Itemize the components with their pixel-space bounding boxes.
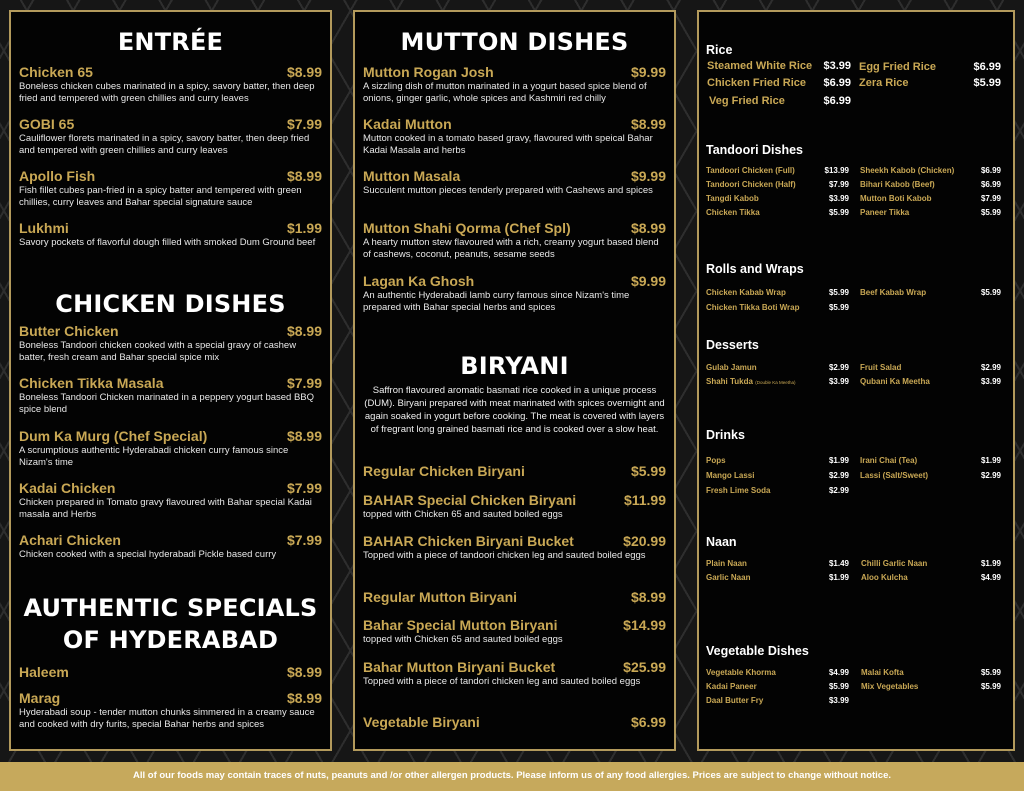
item-price: $5.99 (828, 303, 849, 312)
item-price: $8.99 (286, 690, 322, 706)
item-price: $7.99 (286, 116, 322, 132)
item-price: $9.99 (630, 168, 666, 184)
menu-item (19, 64, 322, 105)
item-name: Bihari Kabob (Beef) (860, 180, 935, 189)
item-name: Kadai Chicken (19, 480, 116, 496)
item-name: Tandoori Chicken (Half) (706, 180, 796, 189)
item-name: Lassi (Salt/Sweet) (860, 471, 929, 480)
chicken-dishes-title: CHICKEN DISHES (55, 290, 286, 318)
item-price: $3.99 (823, 60, 851, 72)
rolls-title: Rolls and Wraps (706, 262, 804, 276)
menu-item (363, 533, 666, 562)
item-price: $8.99 (286, 323, 322, 339)
item-name: Regular Mutton Biryani (363, 589, 518, 605)
item-price: $5.99 (828, 288, 849, 297)
drinks-title: Drinks (706, 428, 745, 442)
item-price: $8.99 (630, 220, 666, 236)
item-price: $5.99 (980, 682, 1001, 691)
item-price: $1.99 (828, 456, 849, 465)
item-name: Aloo Kulcha (861, 573, 908, 582)
menu-item (363, 116, 666, 157)
item-price: $8.99 (630, 116, 666, 132)
item-price: $6.99 (630, 714, 666, 730)
item-name: Chicken Tikka Masala (19, 375, 164, 391)
item-price: $6.99 (823, 77, 851, 89)
item-name: Malai Kofta (861, 668, 904, 677)
menu-item (363, 659, 666, 688)
item-name: Mutton Shahi Qorma (Chef Spl) (363, 220, 571, 236)
item-price: $1.99 (980, 456, 1001, 465)
item-description: Hyderabadi soup - tender mutton chunks simmered in a creamy sauce and cooked with dry furits, special Bahar herbs and spices (19, 707, 315, 730)
tandoori-title: Tandoori Dishes (706, 143, 804, 157)
menu-panel-middle (353, 10, 676, 751)
mutton-dishes-title: MUTTON DISHES (400, 28, 629, 56)
item-price: $8.99 (286, 664, 322, 680)
menu-item (363, 64, 666, 105)
item-name: Vegetable Khorma (706, 668, 776, 677)
item-name: Chilli Garlic Naan (861, 559, 928, 568)
item-price: $3.99 (828, 696, 849, 705)
item-name: Irani Chai (Tea) (860, 456, 918, 465)
item-name: Dum Ka Murg (Chef Special) (19, 428, 208, 444)
menu-item (363, 589, 666, 606)
item-name: Chicken 65 (19, 64, 93, 80)
item-note: (Double Ka Meetha) (755, 380, 796, 385)
menu-panel-right (697, 10, 1015, 751)
item-name: Mutton Masala (363, 168, 461, 184)
item-price: $5.99 (980, 668, 1001, 677)
item-price: $8.99 (286, 168, 322, 184)
item-description: A sizzling dish of mutton marinated in a yogurt based spice blend of onions, ginger garlic, whole spices and Kashmiri red chilly (363, 81, 647, 104)
item-description: Chicken prepared in Tomato gravy flavoured with Bahar special Kadai masala and Herbs (19, 497, 312, 520)
menu-item (19, 375, 322, 416)
menu-item (19, 220, 322, 249)
item-price: $8.99 (630, 589, 666, 605)
item-price: $5.99 (980, 288, 1001, 297)
item-name: Tandoori Chicken (Full) (706, 166, 795, 175)
item-name: Regular Chicken Biryani (363, 463, 525, 479)
item-name: Sheekh Kabob (Chicken) (860, 166, 955, 175)
item-name: Egg Fried Rice (859, 61, 937, 73)
item-price: $7.99 (286, 375, 322, 391)
item-price: $3.99 (828, 377, 849, 386)
item-name: Mutton Boti Kabob (860, 194, 932, 203)
allergen-notice: All of our foods may contain traces of nuts, peanuts and /or other allergen products. Please inform us of any food allergies. Prices are subject to change without notice. (0, 762, 1024, 791)
item-price: $7.99 (286, 532, 322, 548)
item-name: Lagan Ka Ghosh (363, 273, 475, 289)
menu-item (706, 377, 795, 388)
menu-item (363, 714, 666, 731)
item-description: Boneless Tandoori chicken cooked with a special gravy of cashew batter, fresh cream and Bahar special spice mix (19, 340, 297, 363)
menu-item (19, 690, 322, 731)
item-price: $6.99 (980, 166, 1001, 175)
item-price: $1.99 (828, 573, 849, 582)
item-price: $7.99 (980, 194, 1001, 203)
item-price: $5.99 (973, 77, 1001, 89)
rice-title: Rice (706, 43, 733, 57)
item-description: topped with Chicken 65 and sauted boiled eggs (363, 634, 563, 645)
item-description: Chicken cooked with a special hyderabadi Pickle based curry (19, 549, 277, 560)
item-description: Savory pockets of flavorful dough filled with smoked Dum Ground beef (19, 237, 316, 248)
menu-panel-left (9, 10, 332, 751)
menu-item (19, 168, 322, 209)
item-description: Cauliflower florets marinated in a spicy, savory batter, then deep fried and tempered with green chillies and curry leaves (19, 133, 310, 156)
item-description: A hearty mutton stew flavoured with a rich, creamy yogurt based blend of cashews, coconut, peanuts, sesame seeds (363, 237, 659, 260)
item-name: Fresh Lime Soda (706, 486, 771, 495)
desserts-title: Desserts (706, 338, 759, 352)
item-name: Shahi Tukda (706, 377, 753, 386)
menu-item (363, 220, 666, 261)
item-price: $1.99 (980, 559, 1001, 568)
biryani-intro: Saffron flavoured aromatic basmati rice cooked in a unique process (DUM). Biryani prepared with meat marinated with spices overnight and again soaked in yogurt before cooking. The meat is covered with layers of fregrant long grained basmati rice and is cooked over a slow heat. (364, 385, 665, 435)
menu-item (19, 480, 322, 521)
item-price: $9.99 (630, 273, 666, 289)
item-price: $11.99 (623, 492, 666, 508)
item-name: Lukhmi (19, 220, 69, 236)
item-price: $1.99 (286, 220, 322, 236)
item-name: BAHAR Special Chicken Biryani (363, 492, 577, 508)
item-price: $5.99 (828, 682, 849, 691)
item-name: Gulab Jamun (706, 363, 757, 372)
item-name: Qubani Ka Meetha (860, 377, 930, 386)
item-description: Topped with a piece of tandori chicken leg and sauted boiled eggs (363, 676, 641, 687)
item-name: Pops (706, 456, 726, 465)
item-description: topped with Chicken 65 and sauted boiled eggs (363, 509, 563, 520)
item-price: $8.99 (286, 428, 322, 444)
item-name: Bahar Mutton Biryani Bucket (363, 659, 556, 675)
menu-item (363, 463, 666, 480)
item-price: $9.99 (630, 64, 666, 80)
item-price: $4.99 (980, 573, 1001, 582)
item-name: Daal Butter Fry (706, 696, 764, 705)
item-name: Achari Chicken (19, 532, 121, 548)
item-name: Beef Kabab Wrap (860, 288, 927, 297)
item-name: Tangdi Kabob (706, 194, 759, 203)
specials-title-line2: OF HYDERABAD (62, 626, 279, 654)
specials-title-line1: AUTHENTIC SPECIALS (23, 594, 318, 622)
vegetable-dishes-title: Vegetable Dishes (706, 644, 809, 658)
menu-item (19, 323, 322, 364)
item-name: Marag (19, 690, 61, 706)
menu-item (19, 428, 322, 469)
item-price: $4.99 (828, 668, 849, 677)
item-name: Butter Chicken (19, 323, 119, 339)
item-name: Bahar Special Mutton Biryani (363, 617, 558, 633)
item-name: Apollo Fish (19, 168, 96, 184)
menu-item (363, 617, 666, 646)
item-name: Chicken Tikka Boti Wrap (706, 303, 800, 312)
item-price: $14.99 (623, 617, 666, 633)
item-price: $6.99 (973, 61, 1001, 73)
item-price: $2.99 (980, 363, 1001, 372)
item-name: Fruit Salad (860, 363, 902, 372)
item-price: $2.99 (980, 471, 1001, 480)
item-description: An authentic Hyderabadi lamb curry famous since Nizam's time prepared with Bahar special herbs and spices (363, 290, 630, 313)
item-description: Succulent mutton pieces tenderly prepared with Cashews and spices (363, 185, 653, 196)
naan-title: Naan (706, 535, 737, 549)
item-price: $2.99 (828, 486, 849, 495)
item-description: A scrumptious authentic Hyderabadi chicken curry famous since Nizam's time (19, 445, 289, 468)
menu-item (363, 168, 666, 197)
menu-item (363, 492, 666, 521)
item-price: $7.99 (828, 180, 849, 189)
menu-item (19, 116, 322, 157)
item-name: Kadai Paneer (706, 682, 757, 691)
item-name: Chicken Tikka (706, 208, 760, 217)
item-price: $25.99 (623, 659, 666, 675)
item-price: $7.99 (286, 480, 322, 496)
item-description: Boneless Tandoori Chicken marinated in a peppery yogurt based BBQ spice blend (19, 392, 315, 415)
item-price: $6.99 (980, 180, 1001, 189)
item-price: $3.99 (980, 377, 1001, 386)
item-price: $13.99 (824, 166, 849, 175)
menu-item (363, 273, 666, 314)
item-price: $5.99 (980, 208, 1001, 217)
item-name: Chicken Kabab Wrap (706, 288, 786, 297)
item-price: $20.99 (623, 533, 666, 549)
item-name: Steamed White Rice (707, 60, 813, 72)
item-price: $2.99 (828, 363, 849, 372)
item-name: Mutton Rogan Josh (363, 64, 494, 80)
item-name: Chicken Fried Rice (707, 77, 807, 89)
item-description: Fish fillet cubes pan-fried in a spicy batter and tempered with green chillies, curry leaves and Bahar special signature sauce (19, 185, 302, 208)
item-name: Veg Fried Rice (709, 95, 785, 107)
item-description: Mutton cooked in a tomato based gravy, flavoured with speical Bahar Kadai Masala and herbs (363, 133, 653, 156)
item-name: Garlic Naan (706, 573, 751, 582)
item-name: GOBI 65 (19, 116, 75, 132)
item-name: Zera Rice (859, 77, 909, 89)
item-price: $5.99 (630, 463, 666, 479)
item-name: BAHAR Chicken Biryani Bucket (363, 533, 574, 549)
item-name: Kadai Mutton (363, 116, 452, 132)
item-name: Paneer Tikka (860, 208, 910, 217)
biryani-title: BIRYANI (460, 352, 569, 380)
item-name: Haleem (19, 664, 69, 680)
item-price: $6.99 (823, 95, 851, 107)
menu-item (19, 532, 322, 561)
item-price: $2.99 (828, 471, 849, 480)
item-name: Mango Lassi (706, 471, 755, 480)
item-name: Vegetable Biryani (363, 714, 480, 730)
item-price: $1.49 (828, 559, 849, 568)
item-name: Mix Vegetables (861, 682, 919, 691)
item-price: $3.99 (828, 194, 849, 203)
item-description: Boneless chicken cubes marinated in a spicy, savory batter, then deep fried and tempered with green chillies and curry leaves (19, 81, 315, 104)
item-description: Topped with a piece of tandoori chicken leg and sauted boiled eggs (363, 550, 646, 561)
entree-title: ENTRÉE (117, 28, 224, 56)
item-price: $5.99 (828, 208, 849, 217)
item-price: $8.99 (286, 64, 322, 80)
item-name: Plain Naan (706, 559, 747, 568)
menu-item (19, 664, 322, 681)
